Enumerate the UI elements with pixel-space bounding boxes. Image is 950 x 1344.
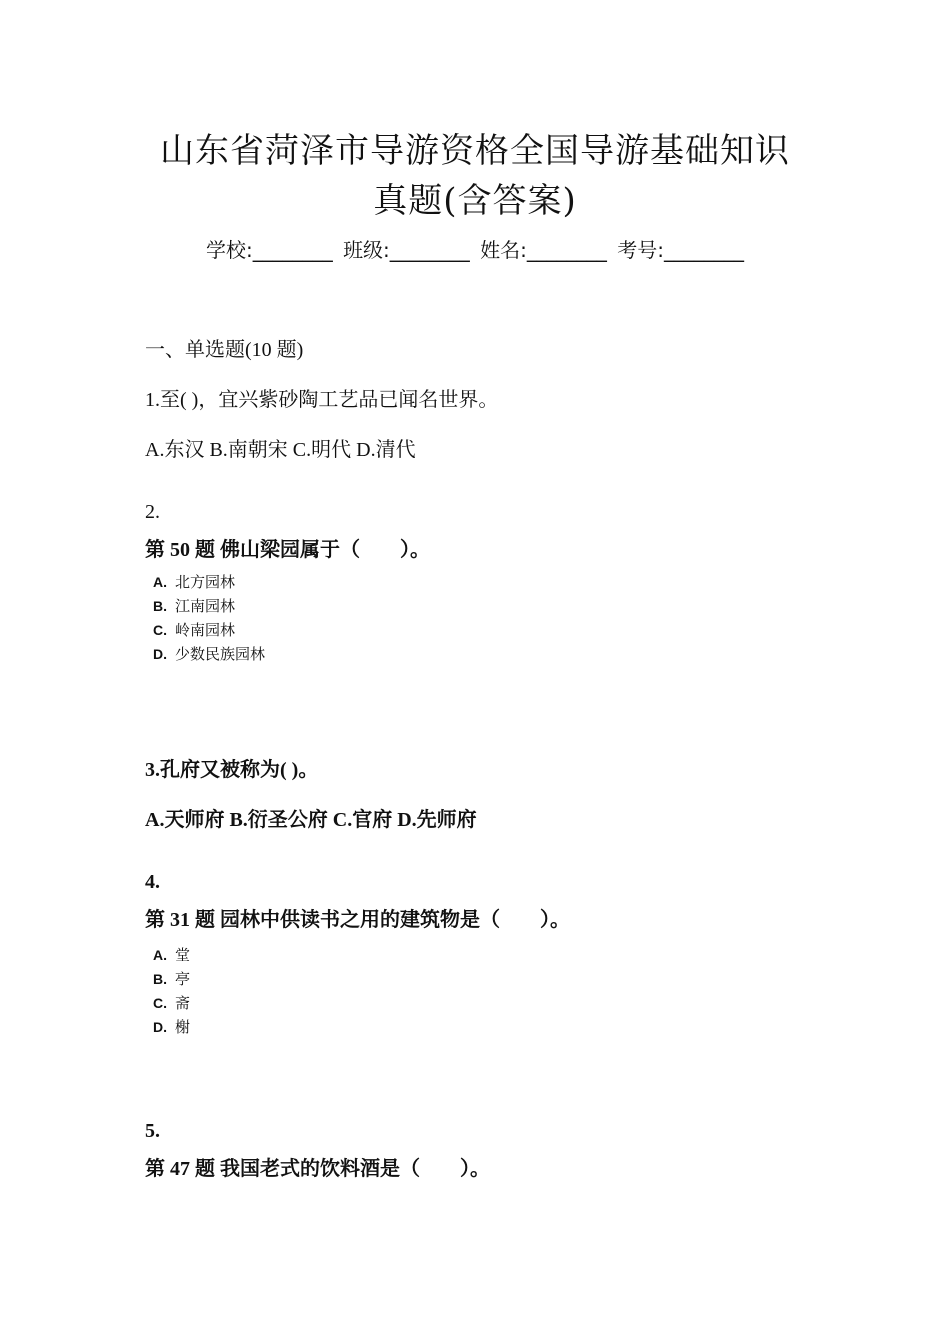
option-d: D. 榭 bbox=[153, 1019, 191, 1036]
question-1-stem: 1.至( )，宜兴紫砂陶工艺品已闻名世界。 bbox=[145, 389, 499, 411]
option-b: B. 江南园林 bbox=[153, 598, 236, 615]
question-2-options bbox=[153, 571, 265, 667]
question-5-stem: 第 47 题 我国老式的饮料酒是（ ）。 bbox=[145, 1158, 490, 1180]
school-field: 学校:________ bbox=[205, 238, 333, 262]
option-c: C. 斋 bbox=[153, 995, 191, 1012]
question-4-stem: 第 31 题 园林中供读书之用的建筑物是（ ）。 bbox=[145, 909, 570, 931]
option-d: D. 少数民族园林 bbox=[153, 646, 266, 663]
question-4-number: 4. bbox=[145, 871, 160, 893]
option-c: C. 岭南园林 bbox=[153, 622, 236, 639]
option-a: A. 北方园林 bbox=[153, 574, 236, 591]
question-5-number: 5. bbox=[145, 1120, 160, 1142]
option-b: B. 亭 bbox=[153, 971, 191, 988]
question-4-options bbox=[153, 944, 190, 1040]
page-title-line-1: 山东省菏泽市导游资格全国导游基础知识 bbox=[160, 131, 790, 171]
question-1-options: A.东汉 B.南朝宋 C.明代 D.清代 bbox=[145, 439, 416, 461]
exam-number-field: 考号:________ bbox=[617, 238, 745, 262]
section-heading: 一、单选题(10 题) bbox=[145, 339, 304, 361]
question-2-number: 2. bbox=[145, 501, 160, 523]
question-2-stem: 第 50 题 佛山梁园属于（ ）。 bbox=[145, 539, 430, 561]
student-info-fields bbox=[0, 236, 950, 264]
page-title-line-2: 真题(含答案) bbox=[373, 181, 577, 221]
question-3-stem: 3.孔府又被称为( )。 bbox=[145, 759, 319, 781]
question-3-options: A.天师府 B.衍圣公府 C.官府 D.先师府 bbox=[145, 809, 477, 831]
option-a: A. 堂 bbox=[153, 947, 191, 964]
name-field: 姓名:________ bbox=[480, 238, 607, 262]
class-field: 班级:________ bbox=[343, 238, 470, 262]
